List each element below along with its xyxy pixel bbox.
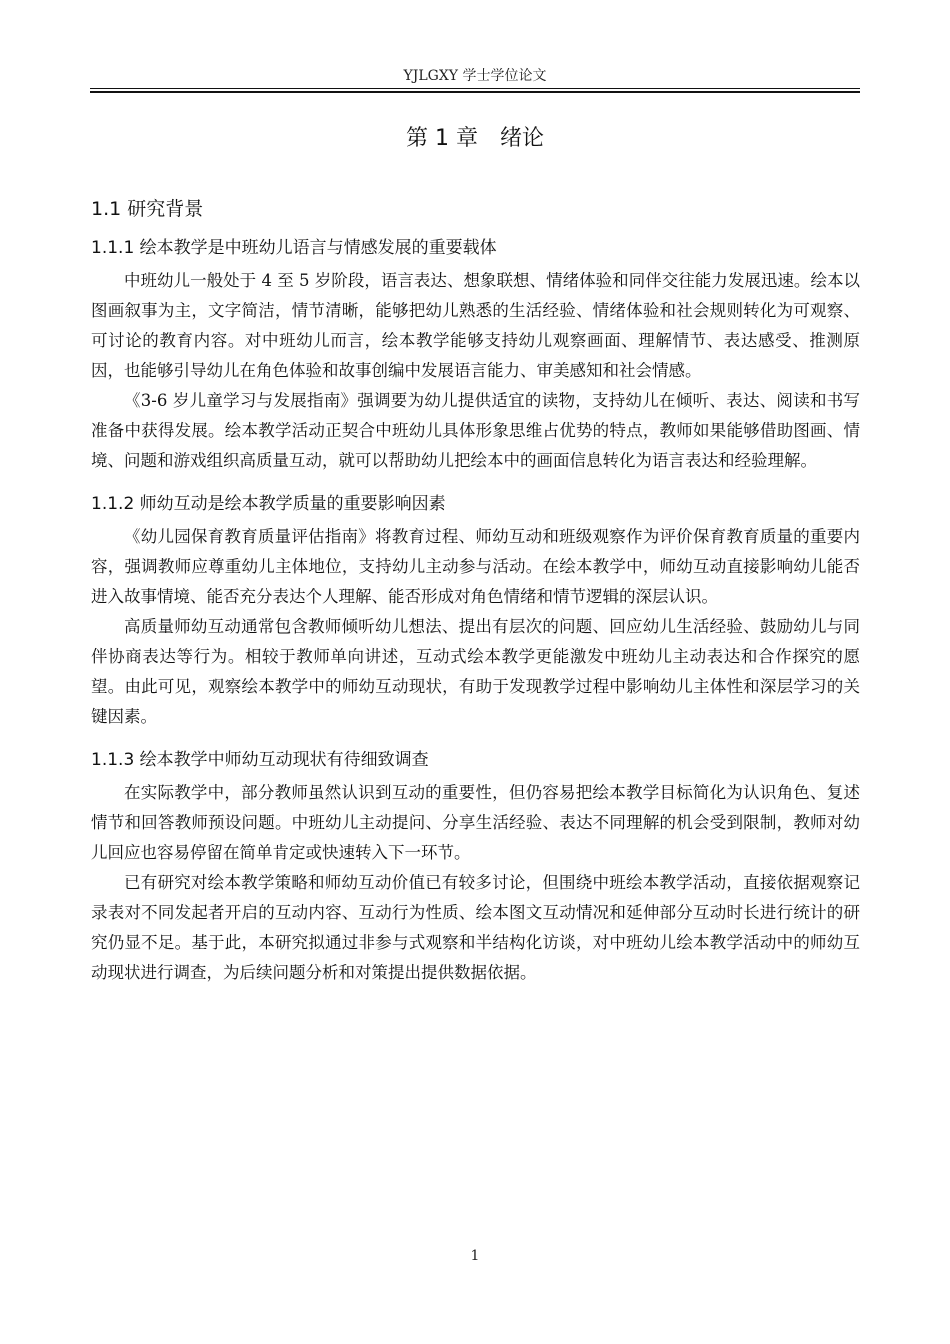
page-number: 1 <box>470 1248 480 1264</box>
paragraph: 《3-6 岁儿童学习与发展指南》强调要为幼儿提供适宜的读物，支持幼儿在倾听、表达、阅读和书写准备中获得发展。绘本教学活动正契合中班幼儿具体形象思维占优势的特点，教师如果能够借助图画、情境、问题和游戏组织高质量互动，就可以帮助幼儿把绘本中的画面信息转化为语言表达和经验理解。 <box>91 391 860 470</box>
paragraph: 高质量师幼互动通常包含教师倾听幼儿想法、提出有层次的问题、回应幼儿生活经验、鼓励幼儿与同伴协商表达等行为。相较于教师单向讲述，互动式绘本教学更能激发中班幼儿主动表达和合作探究的愿望。由此可见，观察绘本教学中的师幼互动现状，有助于发现教学过程中影响幼儿主体性和深层学习的关键因素。 <box>91 617 860 726</box>
header-rule-thick <box>90 91 860 93</box>
chapter-title: 第 1 章 绪论 <box>406 126 544 151</box>
subsection-heading: 1.1.2 师幼互动是绘本教学质量的重要影响因素 <box>91 494 446 514</box>
running-header: YJLGXY 学士学位论文 <box>403 68 547 84</box>
paragraph: 《幼儿园保育教育质量评估指南》将教育过程、师幼互动和班级观察作为评价保育教育质量的重要内容，强调教师应尊重幼儿主体地位，支持幼儿主动参与活动。在绘本教学中，师幼互动直接影响幼儿能否进入故事情境、能否充分表达个人理解、能否形成对角色情绪和情节逻辑的深层认识。 <box>91 527 860 606</box>
spacer <box>91 732 860 746</box>
paragraph: 中班幼儿一般处于 4 至 5 岁阶段，语言表达、想象联想、情绪体验和同伴交往能力发展迅速。绘本以图画叙事为主，文字简洁，情节清晰，能够把幼儿熟悉的生活经验、情绪体验和社会规则转化为可观察、可讨论的教育内容。对中班幼儿而言，绘本教学能够支持幼儿观察画面、理解情节、表达感受、推测原因，也能够引导幼儿在角色体验和故事创编中发展语言能力、审美感知和社会情感。 <box>91 271 860 380</box>
header-rule-thin <box>90 88 860 89</box>
subsection-heading: 1.1.1 绘本教学是中班幼儿语言与情感发展的重要载体 <box>91 238 497 258</box>
subsection-heading: 1.1.3 绘本教学中师幼互动现状有待细致调查 <box>91 750 429 770</box>
spacer <box>91 476 860 490</box>
body-content <box>91 194 860 988</box>
paragraph: 已有研究对绘本教学策略和师幼互动价值已有较多讨论，但围绕中班绘本教学活动，直接依据观察记录表对不同发起者开启的互动内容、互动行为性质、绘本图文互动情况和延伸部分互动时长进行统计的研究仍显不足。基于此，本研究拟通过非参与式观察和半结构化访谈，对中班幼儿绘本教学活动中的师幼互动现状进行调查，为后续问题分析和对策提出提供数据依据。 <box>91 873 860 982</box>
paragraph: 在实际教学中，部分教师虽然认识到互动的重要性，但仍容易把绘本教学目标简化为认识角色、复述情节和回答教师预设问题。中班幼儿主动提问、分享生活经验、表达不同理解的机会受到限制，教师对幼儿回应也容易停留在简单肯定或快速转入下一环节。 <box>91 783 860 862</box>
section-heading: 1.1 研究背景 <box>91 198 204 220</box>
